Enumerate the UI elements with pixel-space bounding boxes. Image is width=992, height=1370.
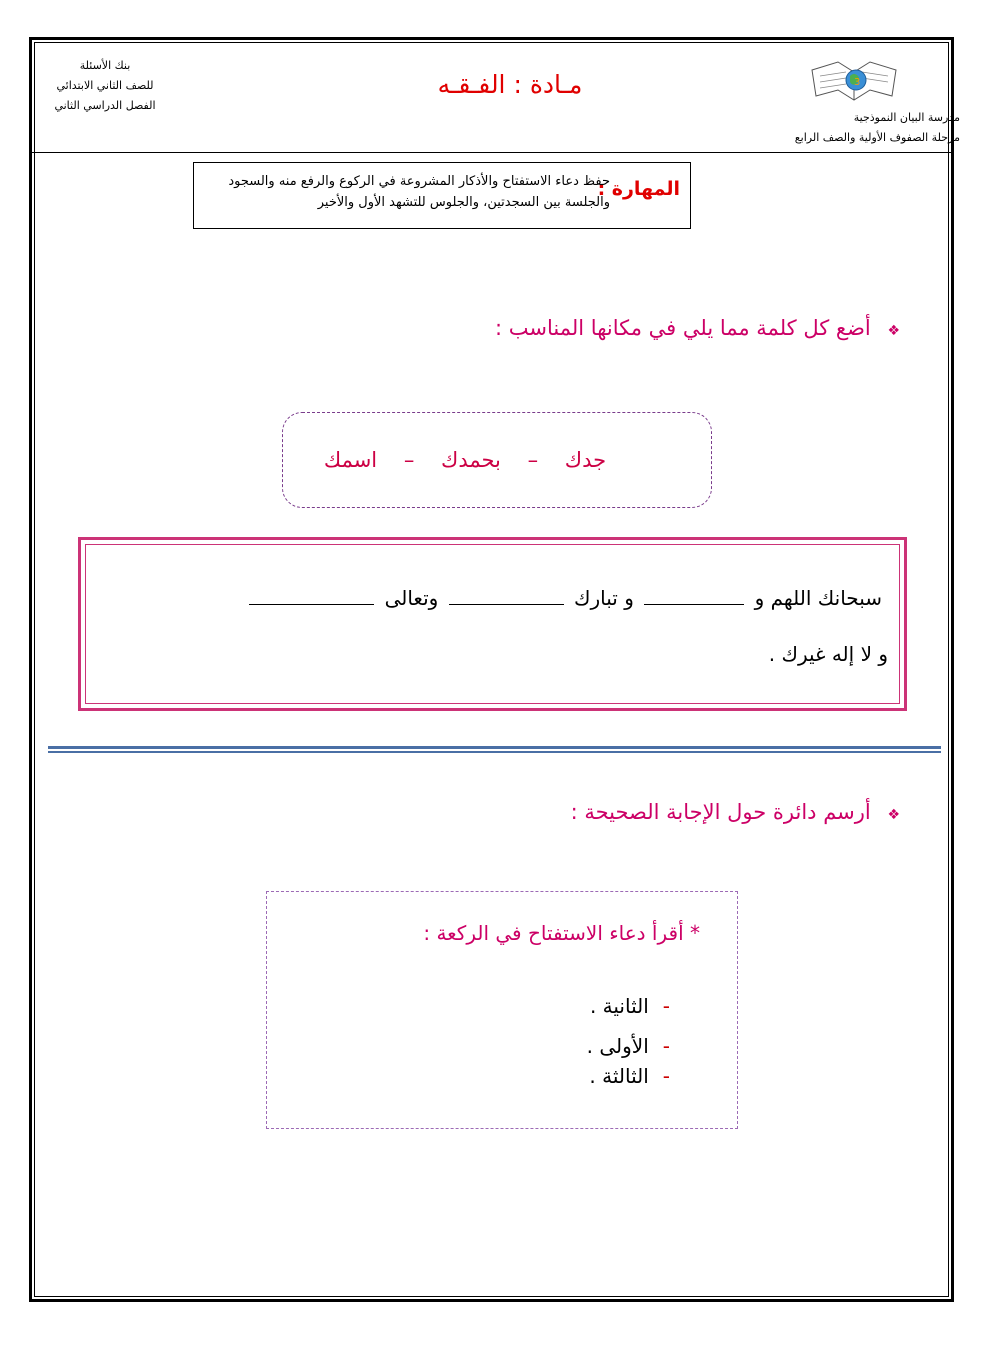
school-name: مدرسة البيان النموذجية — [853, 111, 960, 124]
option-text: الثالثة . — [589, 1064, 649, 1088]
bank-line: الفصل الدراسي الثاني — [54, 99, 156, 112]
question-2-heading — [480, 800, 900, 824]
sentence-part: وتعالى — [384, 586, 439, 610]
school-logo-icon — [808, 56, 900, 106]
header-divider — [32, 152, 952, 153]
diamond-bullet-icon: ❖ — [887, 807, 900, 823]
bank-line: بنك الأسئلة — [79, 59, 131, 72]
word-bank — [290, 448, 640, 472]
word-separator: – — [527, 448, 539, 472]
sentence-part: و تبارك — [574, 586, 634, 610]
option-dash: - — [662, 994, 670, 1018]
option-dash: - — [662, 1064, 670, 1088]
word-option: جدك — [564, 448, 607, 472]
sentence-part: سبحانك اللهم و — [754, 586, 882, 610]
school-info — [720, 108, 960, 148]
fill-in-box — [78, 537, 907, 711]
word-separator: – — [403, 448, 415, 472]
mc-option[interactable] — [520, 1064, 670, 1088]
diamond-bullet-icon: ❖ — [887, 323, 900, 339]
bank-line: للصف الثاني الابتدائي — [56, 79, 154, 92]
question-2-text: أرسم دائرة حول الإجابة الصحيحة : — [570, 800, 871, 824]
answer-blank[interactable] — [449, 592, 564, 605]
word-option: بحمدك — [441, 448, 501, 472]
school-stage: مرحلة الصفوف الأولية والصف الرابع — [794, 131, 960, 144]
section-divider — [48, 746, 941, 749]
fill-sentence-line-2: و لا إله غيرك . — [768, 642, 888, 666]
question-1-heading — [430, 316, 900, 340]
mc-prompt: * أقرأ دعاء الاستفتاح في الركعة : — [423, 921, 700, 945]
svg-text:3: 3 — [854, 77, 861, 88]
word-option: اسمك — [323, 448, 378, 472]
question-1-text: أضع كل كلمة مما يلي في مكانها المناسب : — [495, 316, 871, 340]
answer-blank[interactable] — [644, 592, 744, 605]
option-text: الثانية . — [589, 994, 649, 1018]
skill-box — [193, 162, 691, 229]
fill-sentence-line-1 — [170, 586, 882, 610]
option-dash: - — [662, 1034, 670, 1058]
skill-text: حفظ دعاء الاستفتاح والأذكار المشروعة في الركوع والرفع منه والسجود والجلسة بين السجدتين، والجلوس للتشهد الأول والأخير — [228, 174, 610, 210]
mc-option[interactable] — [520, 1034, 670, 1058]
answer-blank[interactable] — [249, 592, 374, 605]
section-divider-thin — [48, 751, 941, 753]
question-bank-info — [40, 56, 170, 116]
mc-option[interactable] — [520, 994, 670, 1018]
option-text: الأولى . — [586, 1034, 649, 1058]
subject-title: مـادة : الفـقـه — [437, 70, 583, 99]
skill-label: المهارة : — [597, 178, 680, 200]
